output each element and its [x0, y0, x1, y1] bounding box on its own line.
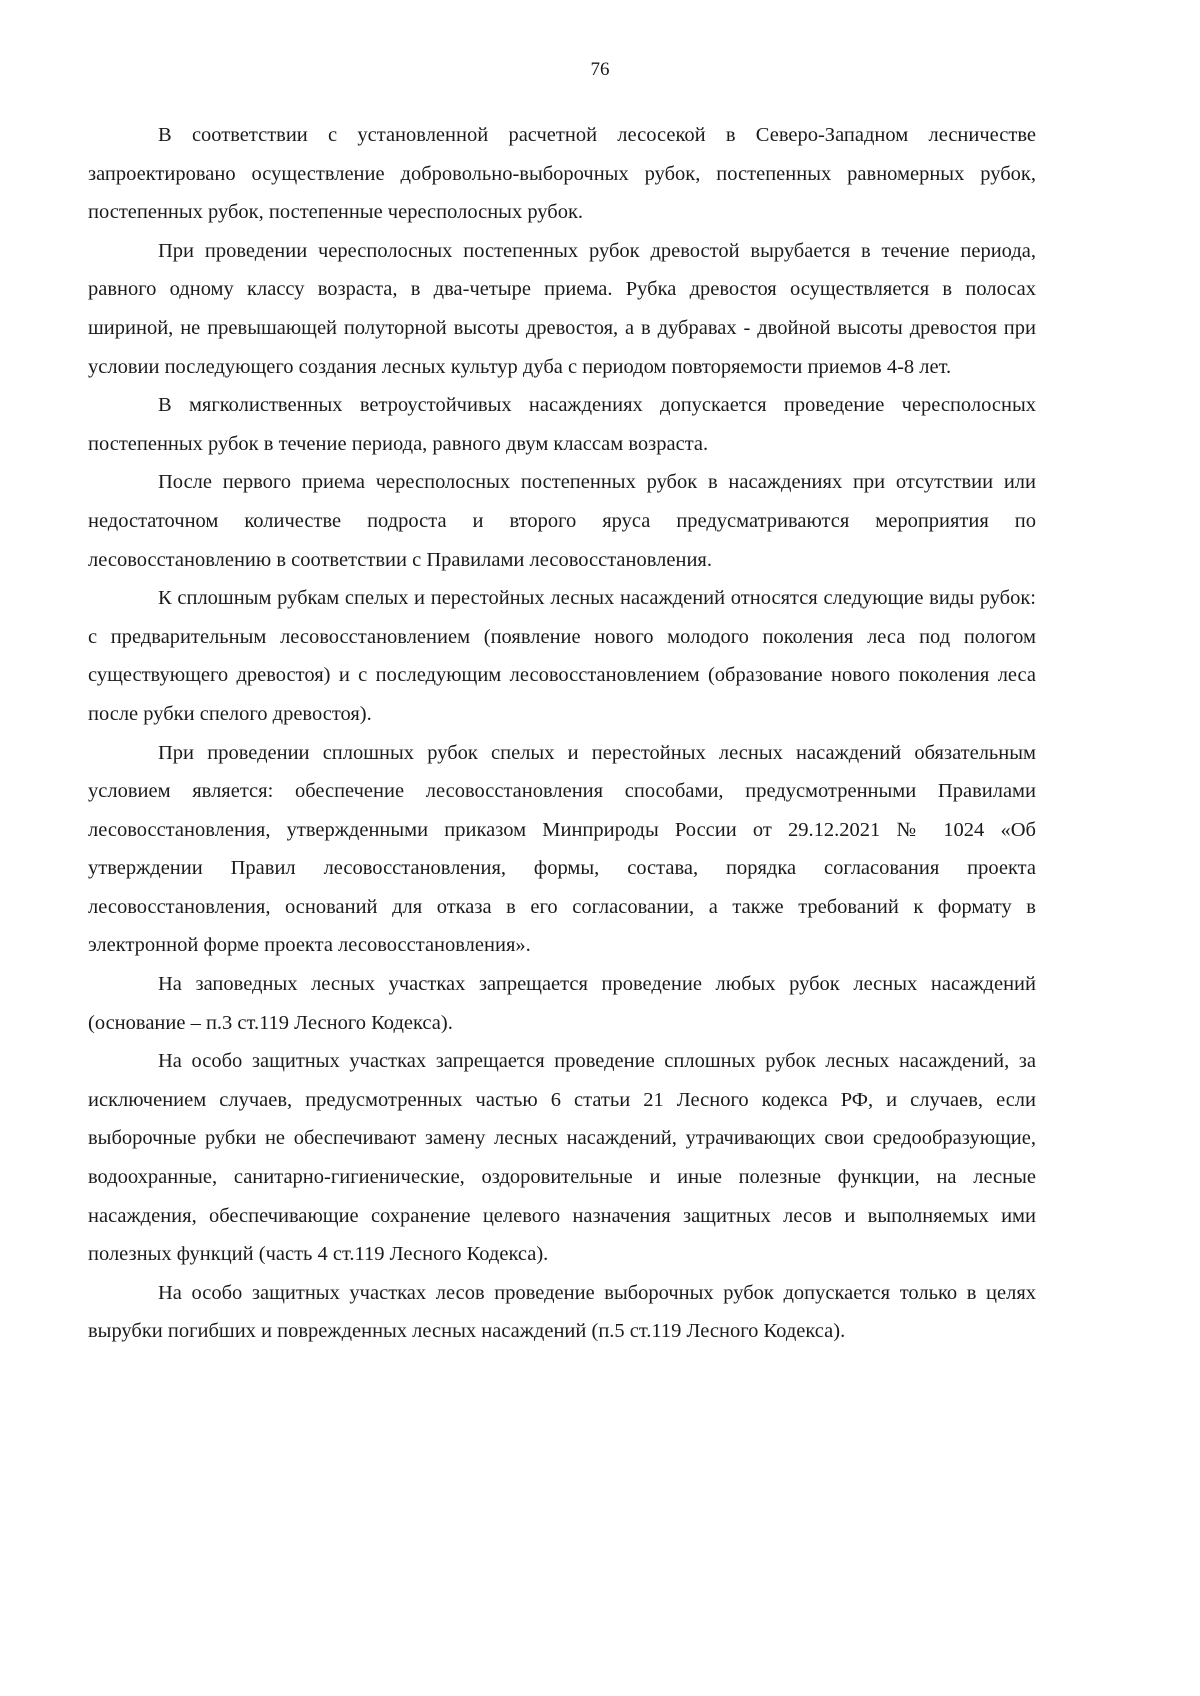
paragraph-4: После первого приема чересполосных постепенных рубок в насаждениях при отсутствии или недостаточном количестве подроста и второго яруса предусматриваются мероприятия по лесовосстановлению в соответствии с Правилами лесовосстановления.	[88, 471, 1036, 571]
paragraph-8: На особо защитных участках запрещается проведение сплошных рубок лесных насаждений, за исключением случаев, предусмотренных частью 6 статьи 21 Лесного кодекса РФ, и случаев, если выборочные рубки не обеспечивают замену лесных насаждений, утрачивающих свои средообразующие, водоохранные, санитарно-гигиенические, оздоровительные и иные полезные функции, на лесные насаждения, обеспечивающие сохранение целевого назначения защитных лесов и выполняемых ими полезных функций (часть 4 ст.119 Лесного Кодекса).	[88, 1050, 1036, 1266]
paragraph-1: В соответствии с установленной расчетной лесосекой в Северо-Западном лесничестве запроектировано осуществление добровольно-выборочных рубок, постепенных равномерных рубок, постепенных рубок, постепенные чересполосных рубок.	[88, 124, 1036, 224]
document-body	[88, 116, 1036, 1351]
paragraph-5: К сплошным рубкам спелых и перестойных лесных насаждений относятся следующие виды рубок: с предварительным лесовосстановлением (появление нового молодого поколения леса под пологом существующего древостоя) и с последующим лесовосстановлением (образование нового поколения леса после рубки спелого древостоя).	[88, 587, 1036, 725]
paragraph-3: В мягколиственных ветроустойчивых насаждениях допускается проведение чересполосных постепенных рубок в течение периода, равного двум классам возраста.	[88, 394, 1036, 455]
paragraph-2: При проведении чересполосных постепенных рубок древостой вырубается в течение периода, равного одному классу возраста, в два-четыре приема. Рубка древостоя осуществляется в полосах шириной, не превышающей полуторной высоты древостоя, а в дубравах - двойной высоты древостоя при условии последующего создания лесных культур дуба с периодом повторяемости приемов 4-8 лет.	[88, 239, 1036, 378]
paragraph-6: При проведении сплошных рубок спелых и перестойных лесных насаждений обязательным условием является: обеспечение лесовосстановления способами, предусмотренными Правилами лесовосстановления, утвержденными приказом Минприроды России от 29.12.2021 № 1024 «Об утверждении Правил лесовосстановления, формы, состава, порядка согласования проекта лесовосстановления, оснований для отказа в его согласовании, а также требований к формату в электронной форме проекта лесовосстановления».	[88, 741, 1036, 957]
paragraph-9: На особо защитных участках лесов проведение выборочных рубок допускается только в целях вырубки погибших и поврежденных лесных насаждений (п.5 ст.119 Лесного Кодекса).	[88, 1281, 1036, 1343]
page-number: 76	[590, 59, 610, 80]
paragraph-7: На заповедных лесных участках запрещается проведение любых рубок лесных насаждений (основание – п.3 ст.119 Лесного Кодекса).	[88, 973, 1036, 1034]
